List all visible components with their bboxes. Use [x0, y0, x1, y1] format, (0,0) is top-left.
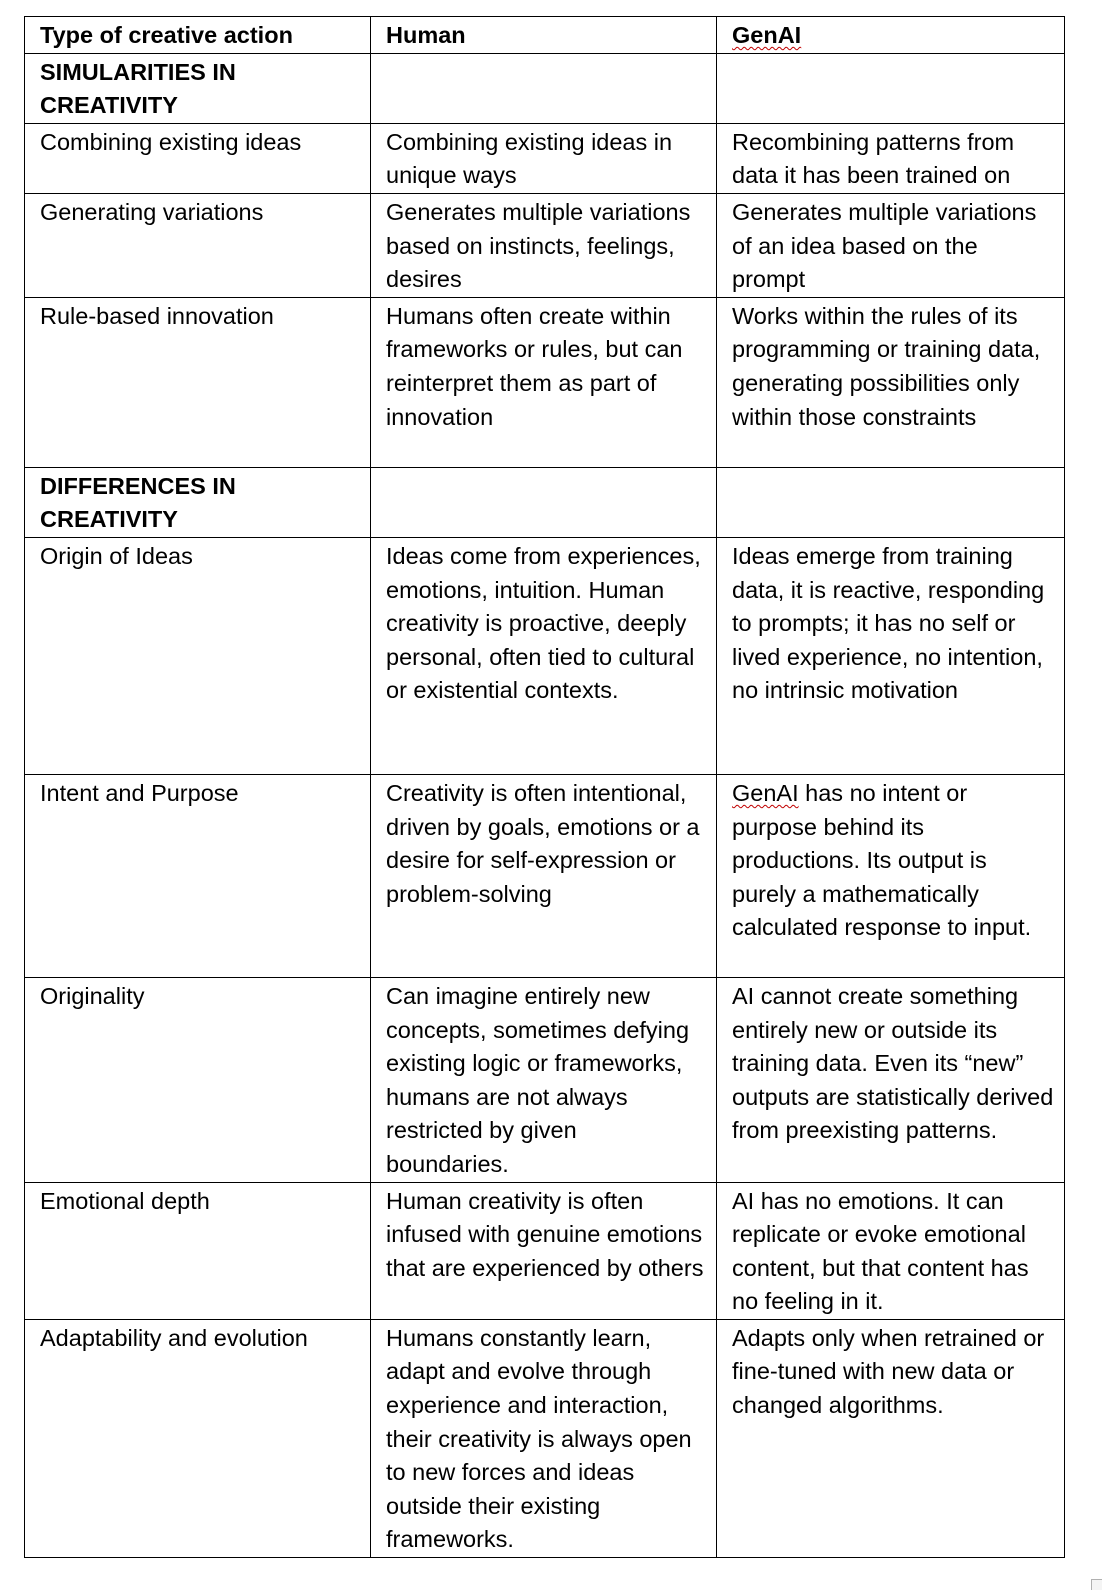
- row-type-cell: Rule-based innovation: [25, 297, 371, 467]
- row-type-cell: Emotional depth: [25, 1182, 371, 1319]
- row-type-cell: Originality: [25, 977, 371, 1182]
- row-genai-cell: [717, 774, 1065, 977]
- table-row: [25, 1182, 1065, 1319]
- row-type-cell: Combining existing ideas: [25, 123, 371, 193]
- row-human-cell: Can imagine entirely new concepts, sometimes defying existing logic or frameworks, humans are not always restricted by given boundaries.: [371, 977, 717, 1182]
- table-row: [25, 123, 1065, 193]
- genai-cell-text: has no intent or purpose behind its productions. Its output is purely a mathematically calculated response to input.: [732, 779, 1032, 941]
- table-row: [25, 774, 1065, 977]
- header-genai: GenAI: [732, 22, 802, 48]
- section-differences-label: DIFFERENCES IN CREATIVITY: [25, 467, 371, 537]
- section-similarities-label: SIMULARITIES IN CREATIVITY: [25, 53, 371, 123]
- row-type-cell: Generating variations: [25, 193, 371, 297]
- row-type-cell: Intent and Purpose: [25, 774, 371, 977]
- row-type-cell: Adaptability and evolution: [25, 1319, 371, 1557]
- row-human-cell: Ideas come from experiences, emotions, intuition. Human creativity is proactive, deeply personal, often tied to cultural or existential contexts.: [371, 537, 717, 774]
- header-type: Type of creative action: [25, 17, 371, 54]
- row-human-cell: Humans constantly learn, adapt and evolve through experience and interaction, their creativity is always open to new forces and ideas outside their existing frameworks.: [371, 1319, 717, 1557]
- empty-cell: [371, 53, 717, 123]
- section-row-differences: [25, 467, 1065, 537]
- resize-handle-icon: [1091, 1579, 1102, 1590]
- row-human-cell: Human creativity is often infused with genuine emotions that are experienced by others: [371, 1182, 717, 1319]
- row-genai-cell: Recombining patterns from data it has been trained on: [717, 123, 1065, 193]
- row-genai-cell: AI cannot create something entirely new or outside its training data. Even its “new” outputs are statistically derived from preexisting patterns.: [717, 977, 1065, 1182]
- section-row-similarities: [25, 53, 1065, 123]
- row-type-cell: Origin of Ideas: [25, 537, 371, 774]
- empty-cell: [717, 467, 1065, 537]
- empty-cell: [717, 53, 1065, 123]
- comparison-table: [24, 16, 1065, 1558]
- row-human-cell: Generates multiple variations based on instincts, feelings, desires: [371, 193, 717, 297]
- row-genai-cell: Works within the rules of its programming or training data, generating possibilities only within those constraints: [717, 297, 1065, 467]
- row-human-cell: Combining existing ideas in unique ways: [371, 123, 717, 193]
- table-row: [25, 977, 1065, 1182]
- row-human-cell: Humans often create within frameworks or rules, but can reinterpret them as part of innovation: [371, 297, 717, 467]
- row-genai-cell: Generates multiple variations of an idea based on the prompt: [717, 193, 1065, 297]
- table-row: [25, 193, 1065, 297]
- row-human-cell: Creativity is often intentional, driven by goals, emotions or a desire for self-expression or problem-solving: [371, 774, 717, 977]
- genai-misspelling-mark: GenAI: [732, 779, 799, 806]
- empty-cell: [371, 467, 717, 537]
- header-human: Human: [371, 17, 717, 54]
- row-genai-cell: AI has no emotions. It can replicate or evoke emotional content, but that content has no feeling in it.: [717, 1182, 1065, 1319]
- table-row: [25, 297, 1065, 467]
- table-row: [25, 1319, 1065, 1557]
- table-row: [25, 537, 1065, 774]
- row-genai-cell: Ideas emerge from training data, it is reactive, responding to prompts; it has no self or lived experience, no intention, no intrinsic motivation: [717, 537, 1065, 774]
- table-header-row: [25, 17, 1065, 54]
- row-genai-cell: Adapts only when retrained or fine-tuned with new data or changed algorithms.: [717, 1319, 1065, 1557]
